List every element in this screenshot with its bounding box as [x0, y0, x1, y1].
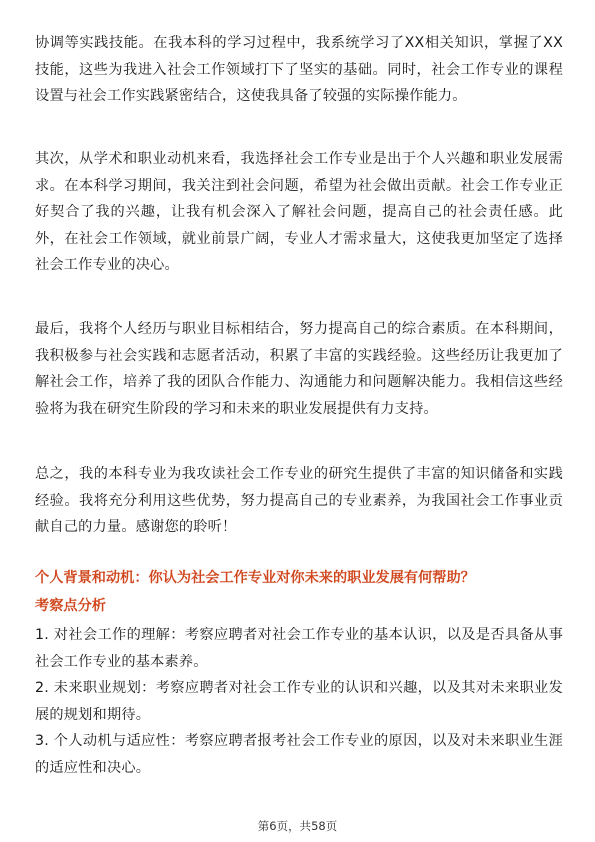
body-paragraph: 协调等实践技能。在我本科的学习过程中，我系统学习了XX相关知识，掌握了XX技能，这些为我进入社会工作领域打下了坚实的基础。同时，社会工作专业的课程设置与社会工作实践紧密结合，这使我具备了较强的实际操作能力。 [35, 35, 563, 104]
analysis-point: 2. 未来职业规划：考察应聘者对社会工作专业的认识和兴趣，以及其对未来职业发展的规划和期待。 [35, 680, 563, 723]
interview-question-title: 个人背景和动机：你认为社会工作专业对你未来的职业发展有何帮助？ [35, 570, 475, 586]
page-number: 第6页，共58页 [257, 819, 338, 833]
analysis-points-list [35, 622, 563, 781]
body-paragraph: 最后，我将个人经历与职业目标相结合，努力提高自己的综合素质。在本科期间，我积极参与社会实践和志愿者活动，积累了丰富的实践经验。这些经历让我更加了解社会工作，培养了我的团队合作能力、沟通能力和问题解决能力。我相信这些经验将为我在研究生阶段的学习和未来的职业发展提供有力支持。 [35, 321, 563, 417]
body-paragraph: 总之，我的本科专业为我攻读社会工作专业的研究生提供了丰富的知识储备和实践经验。我将充分利用这些优势，努力提高自己的专业素养，为我国社会工作事业贡献自己的力量。感谢您的聆听！ [35, 466, 563, 535]
analysis-point: 3. 个人动机与适应性：考察应聘者报考社会工作专业的原因，以及对未来职业生涯的适应性和决心。 [35, 733, 563, 776]
analysis-point: 1. 对社会工作的理解：考察应聘者对社会工作专业的基本认识，以及是否具备从事社会工作专业的基本素养。 [35, 627, 563, 670]
body-paragraph: 其次，从学术和职业动机来看，我选择社会工作专业是出于个人兴趣和职业发展需求。在本科学习期间，我关注到社会问题，希望为社会做出贡献。社会工作专业正好契合了我的兴趣，让我有机会深入了解社会问题，提高自己的社会责任感。此外，在社会工作领域，就业前景广阔，专业人才需求量大，这使我更加坚定了选择社会工作专业的决心。 [35, 151, 563, 273]
analysis-heading: 考察点分析 [35, 598, 106, 614]
